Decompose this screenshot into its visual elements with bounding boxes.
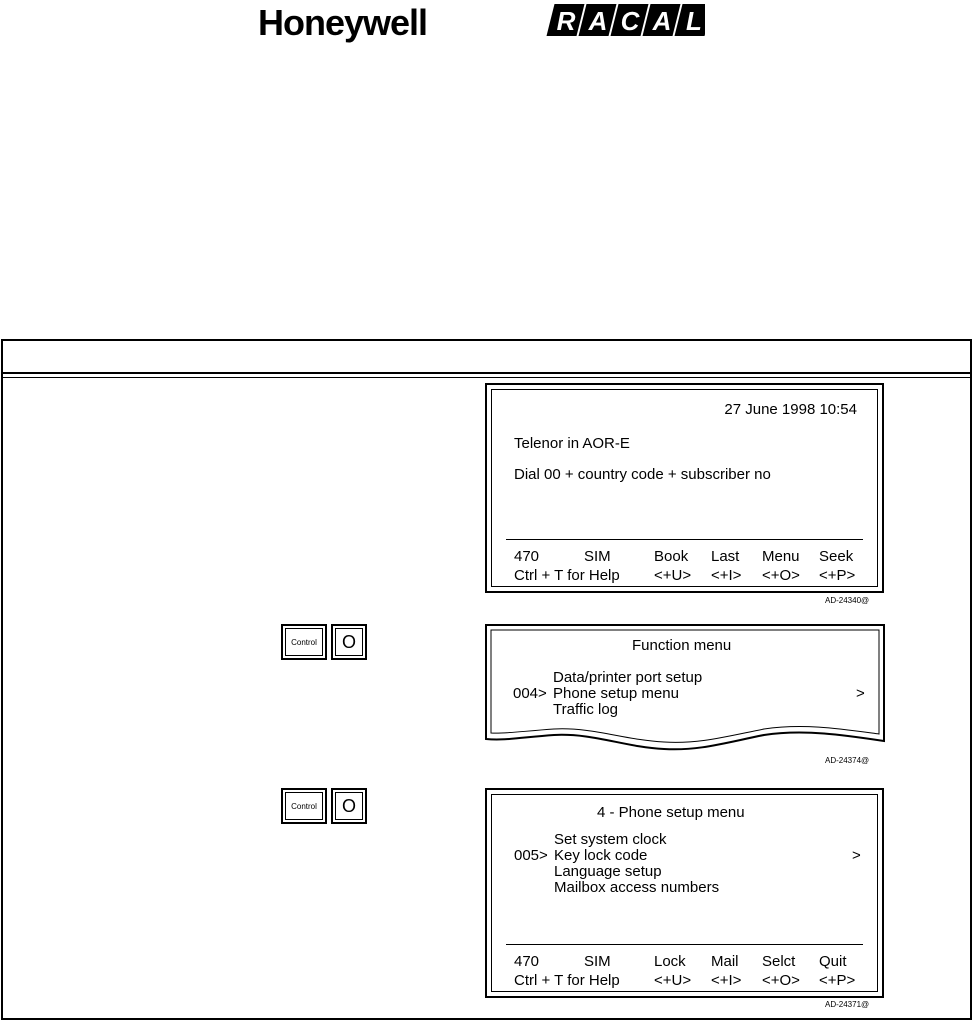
screen-dial-hint: Dial 00 + country code + subscriber no (514, 466, 771, 483)
o-key-icon: O (331, 788, 367, 824)
racal-letter: C (620, 6, 640, 36)
softkey-label: Last (711, 548, 740, 565)
figure-reference: AD-24340@ (825, 596, 870, 605)
racal-logo (545, 2, 705, 38)
racal-letter: A (588, 6, 608, 36)
screen-divider (506, 944, 863, 945)
softkey-shortcut: <+U> (654, 567, 692, 584)
softkey-shortcut: <+O> (762, 972, 800, 989)
screen-help: Ctrl + T for Help (514, 972, 620, 989)
softkey-label: Menu (762, 548, 800, 565)
menu-item-selected: Phone setup menu (553, 685, 679, 702)
softkey-label: Mail (711, 953, 739, 970)
menu-index: 004> (513, 685, 547, 702)
submenu-arrow: > (856, 685, 865, 702)
display-screen-idle (485, 383, 884, 593)
softkey-shortcut: <+O> (762, 567, 800, 584)
menu-item: Mailbox access numbers (554, 879, 720, 896)
softkey-label: 470 (514, 953, 540, 970)
menu-item: Set system clock (554, 831, 667, 848)
softkey-label: Book (654, 548, 689, 565)
racal-letter: L (686, 6, 702, 36)
submenu-arrow: > (852, 847, 861, 864)
screen-network: Telenor in AOR-E (514, 435, 630, 452)
menu-item: Data/printer port setup (553, 669, 703, 686)
menu-item: Traffic log (553, 701, 619, 718)
softkey-label: Seek (819, 548, 854, 565)
table-header-rule (3, 372, 970, 374)
table-header-rule (3, 377, 970, 378)
figure-reference: AD-24374@ (825, 756, 870, 765)
softkey-label: SIM (584, 953, 611, 970)
softkey-label: Quit (819, 953, 847, 970)
menu-title: Function menu (632, 637, 732, 654)
softkey-label: Lock (654, 953, 686, 970)
racal-letter: A (652, 6, 672, 36)
racal-letter: R (556, 6, 576, 36)
softkey-shortcut: <+I> (711, 567, 742, 584)
screen-help: Ctrl + T for Help (514, 567, 620, 584)
screen-divider (506, 539, 863, 540)
menu-item: Language setup (554, 863, 662, 880)
softkey-shortcut: <+P> (819, 567, 856, 584)
softkey-label: 470 (514, 548, 540, 565)
softkey-shortcut: <+U> (654, 972, 692, 989)
menu-item-selected: Key lock code (554, 847, 648, 864)
control-key-icon: Control (281, 788, 327, 824)
figure-reference: AD-24371@ (825, 1000, 870, 1009)
display-screen-phone-setup (485, 788, 884, 998)
menu-title: 4 - Phone setup menu (597, 804, 745, 821)
softkey-shortcut: <+P> (819, 972, 856, 989)
o-key-icon: O (331, 624, 367, 660)
honeywell-logo: Honeywell (258, 2, 428, 43)
screen-datetime: 27 June 1998 10:54 (724, 401, 857, 418)
softkey-label: Selct (762, 953, 796, 970)
softkey-shortcut: <+I> (711, 972, 742, 989)
control-key-icon: Control (281, 624, 327, 660)
softkey-label: SIM (584, 548, 611, 565)
menu-index: 005> (514, 847, 548, 864)
